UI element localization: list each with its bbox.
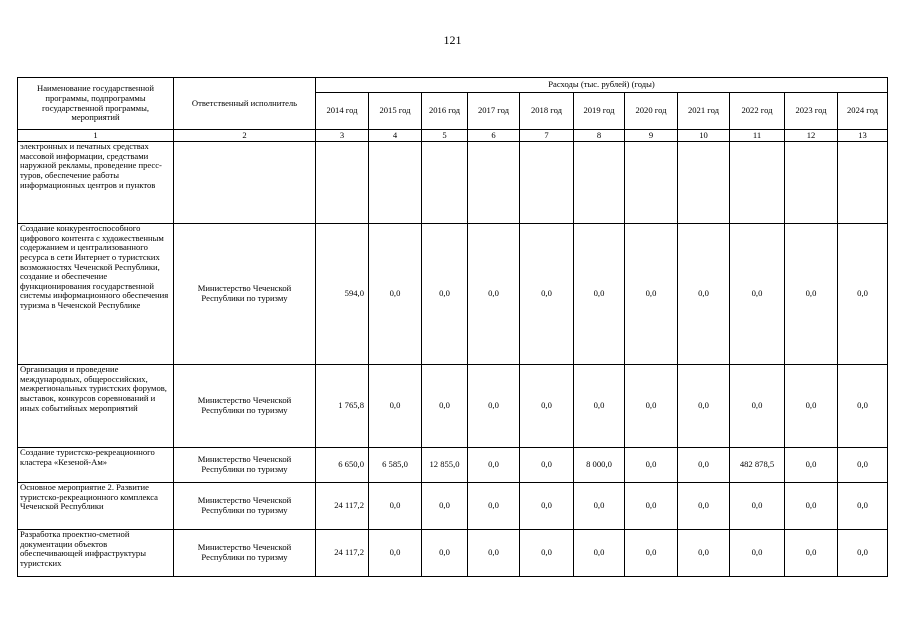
expense-value-cell: 0,0 <box>678 224 730 365</box>
column-number: 8 <box>574 130 625 142</box>
expense-value-cell: 0,0 <box>838 530 888 577</box>
measure-name-cell: Основное мероприятие 2. Развитие туристско-рекреационного комплекса Чеченской Республики <box>18 483 174 530</box>
column-number: 7 <box>520 130 574 142</box>
expense-value-cell: 8 000,0 <box>574 448 625 483</box>
expense-value-cell <box>785 142 838 224</box>
executor-cell: Министерство Чеченской Республики по туризму <box>174 224 316 365</box>
header-year: 2020 год <box>625 93 678 130</box>
column-number: 5 <box>422 130 468 142</box>
expense-value-cell: 0,0 <box>785 448 838 483</box>
expense-value-cell: 0,0 <box>369 530 422 577</box>
expense-value-cell: 0,0 <box>574 530 625 577</box>
page-number: 121 <box>443 33 462 47</box>
column-number-row <box>18 130 888 142</box>
expense-value-cell: 0,0 <box>468 365 520 448</box>
expense-value-cell: 0,0 <box>785 365 838 448</box>
header-year: 2018 год <box>520 93 574 130</box>
table-row <box>18 448 888 483</box>
expense-value-cell <box>422 142 468 224</box>
column-number: 4 <box>369 130 422 142</box>
measure-name-cell: Создание туристско-рекреационного кластера «Кезеной-Ам» <box>18 448 174 483</box>
expense-value-cell: 1 765,8 <box>316 365 369 448</box>
expense-value-cell: 0,0 <box>369 483 422 530</box>
expense-value-cell: 24 117,2 <box>316 483 369 530</box>
expense-value-cell: 0,0 <box>574 483 625 530</box>
expense-value-cell: 0,0 <box>678 448 730 483</box>
expense-value-cell: 0,0 <box>422 530 468 577</box>
executor-cell: Министерство Чеченской Республики по туризму <box>174 448 316 483</box>
column-number: 12 <box>785 130 838 142</box>
header-name-column: Наименование государственной программы, подпрограммы государственной программы, мероприятий <box>18 78 174 130</box>
expense-value-cell: 0,0 <box>468 483 520 530</box>
column-number: 2 <box>174 130 316 142</box>
expense-value-cell: 0,0 <box>422 365 468 448</box>
expense-value-cell: 0,0 <box>625 224 678 365</box>
expense-value-cell: 0,0 <box>422 224 468 365</box>
expense-value-cell: 0,0 <box>625 530 678 577</box>
expense-value-cell: 0,0 <box>625 483 678 530</box>
header-year: 2016 год <box>422 93 468 130</box>
expense-value-cell: 0,0 <box>625 365 678 448</box>
expense-value-cell: 482 878,5 <box>730 448 785 483</box>
header-year: 2022 год <box>730 93 785 130</box>
table-row <box>18 142 888 224</box>
expense-value-cell: 0,0 <box>468 448 520 483</box>
table-row <box>18 365 888 448</box>
expense-value-cell: 0,0 <box>369 224 422 365</box>
expense-value-cell: 594,0 <box>316 224 369 365</box>
column-number: 3 <box>316 130 369 142</box>
expense-value-cell: 0,0 <box>785 224 838 365</box>
expense-value-cell: 0,0 <box>369 365 422 448</box>
expense-value-cell: 0,0 <box>678 365 730 448</box>
column-number: 6 <box>468 130 520 142</box>
column-number: 11 <box>730 130 785 142</box>
column-number: 1 <box>18 130 174 142</box>
expense-value-cell: 0,0 <box>730 365 785 448</box>
expense-value-cell: 6 650,0 <box>316 448 369 483</box>
expense-value-cell: 0,0 <box>574 224 625 365</box>
measure-name-cell: Создание конкурентоспособного цифрового контента с художественным содержанием и централизованного ресурса в сети Интернет о туристских возможностях Чеченской Республики, создание и обеспечение функционирования государственной системы информационного обеспечения туризма в Чеченской Республике <box>18 224 174 365</box>
expense-value-cell <box>468 142 520 224</box>
expense-value-cell: 0,0 <box>838 483 888 530</box>
expense-value-cell: 0,0 <box>678 483 730 530</box>
expense-value-cell <box>574 142 625 224</box>
header-year: 2019 год <box>574 93 625 130</box>
expense-value-cell: 0,0 <box>468 530 520 577</box>
header-executor-column: Ответственный исполнитель <box>174 78 316 130</box>
expense-value-cell: 0,0 <box>838 224 888 365</box>
column-number: 10 <box>678 130 730 142</box>
header-year: 2024 год <box>838 93 888 130</box>
header-expenses: Расходы (тыс. рублей) (годы) <box>316 78 888 93</box>
table-row <box>18 483 888 530</box>
expense-value-cell <box>730 142 785 224</box>
expense-value-cell: 0,0 <box>468 224 520 365</box>
table-row <box>18 224 888 365</box>
executor-cell <box>174 142 316 224</box>
expense-value-cell <box>316 142 369 224</box>
expense-value-cell <box>678 142 730 224</box>
expense-value-cell: 0,0 <box>838 448 888 483</box>
expense-value-cell: 0,0 <box>574 365 625 448</box>
expense-value-cell: 0,0 <box>520 365 574 448</box>
measure-name-cell: электронных и печатных средствах массовой информации, средствами наружной рекламы, проведение пресс-туров, обеспечение работы информационных центров и пунктов <box>18 142 174 224</box>
expense-value-cell: 0,0 <box>838 365 888 448</box>
expense-value-cell: 0,0 <box>520 448 574 483</box>
measure-name-cell: Разработка проектно-сметной документации объектов обеспечивающей инфраструктуры туристских <box>18 530 174 577</box>
header-year: 2014 год <box>316 93 369 130</box>
expense-value-cell: 0,0 <box>520 530 574 577</box>
expense-value-cell: 6 585,0 <box>369 448 422 483</box>
expense-value-cell: 0,0 <box>422 483 468 530</box>
expense-value-cell: 0,0 <box>730 224 785 365</box>
expense-value-cell <box>625 142 678 224</box>
executor-cell: Министерство Чеченской Республики по туризму <box>174 483 316 530</box>
expense-value-cell <box>838 142 888 224</box>
expense-value-cell <box>520 142 574 224</box>
expense-value-cell: 0,0 <box>785 483 838 530</box>
column-number: 9 <box>625 130 678 142</box>
header-year: 2015 год <box>369 93 422 130</box>
column-number: 13 <box>838 130 888 142</box>
header-row-top <box>18 78 888 93</box>
header-year: 2023 год <box>785 93 838 130</box>
expense-value-cell: 24 117,2 <box>316 530 369 577</box>
table-row <box>18 530 888 577</box>
table-body <box>18 142 888 577</box>
expense-value-cell: 0,0 <box>730 530 785 577</box>
measure-name-cell: Организация и проведение международных, общероссийских, межрегиональных туристских форумов, выставок, конкурсов соревнований и иных событийных мероприятий <box>18 365 174 448</box>
expense-value-cell: 0,0 <box>785 530 838 577</box>
expense-value-cell: 0,0 <box>520 224 574 365</box>
expense-value-cell: 0,0 <box>678 530 730 577</box>
expenses-table <box>17 77 888 577</box>
expense-value-cell: 12 855,0 <box>422 448 468 483</box>
expense-value-cell: 0,0 <box>625 448 678 483</box>
expense-value-cell <box>369 142 422 224</box>
expense-value-cell: 0,0 <box>520 483 574 530</box>
expense-value-cell: 0,0 <box>730 483 785 530</box>
header-year: 2021 год <box>678 93 730 130</box>
executor-cell: Министерство Чеченской Республики по туризму <box>174 365 316 448</box>
executor-cell: Министерство Чеченской Республики по туризму <box>174 530 316 577</box>
header-year: 2017 год <box>468 93 520 130</box>
